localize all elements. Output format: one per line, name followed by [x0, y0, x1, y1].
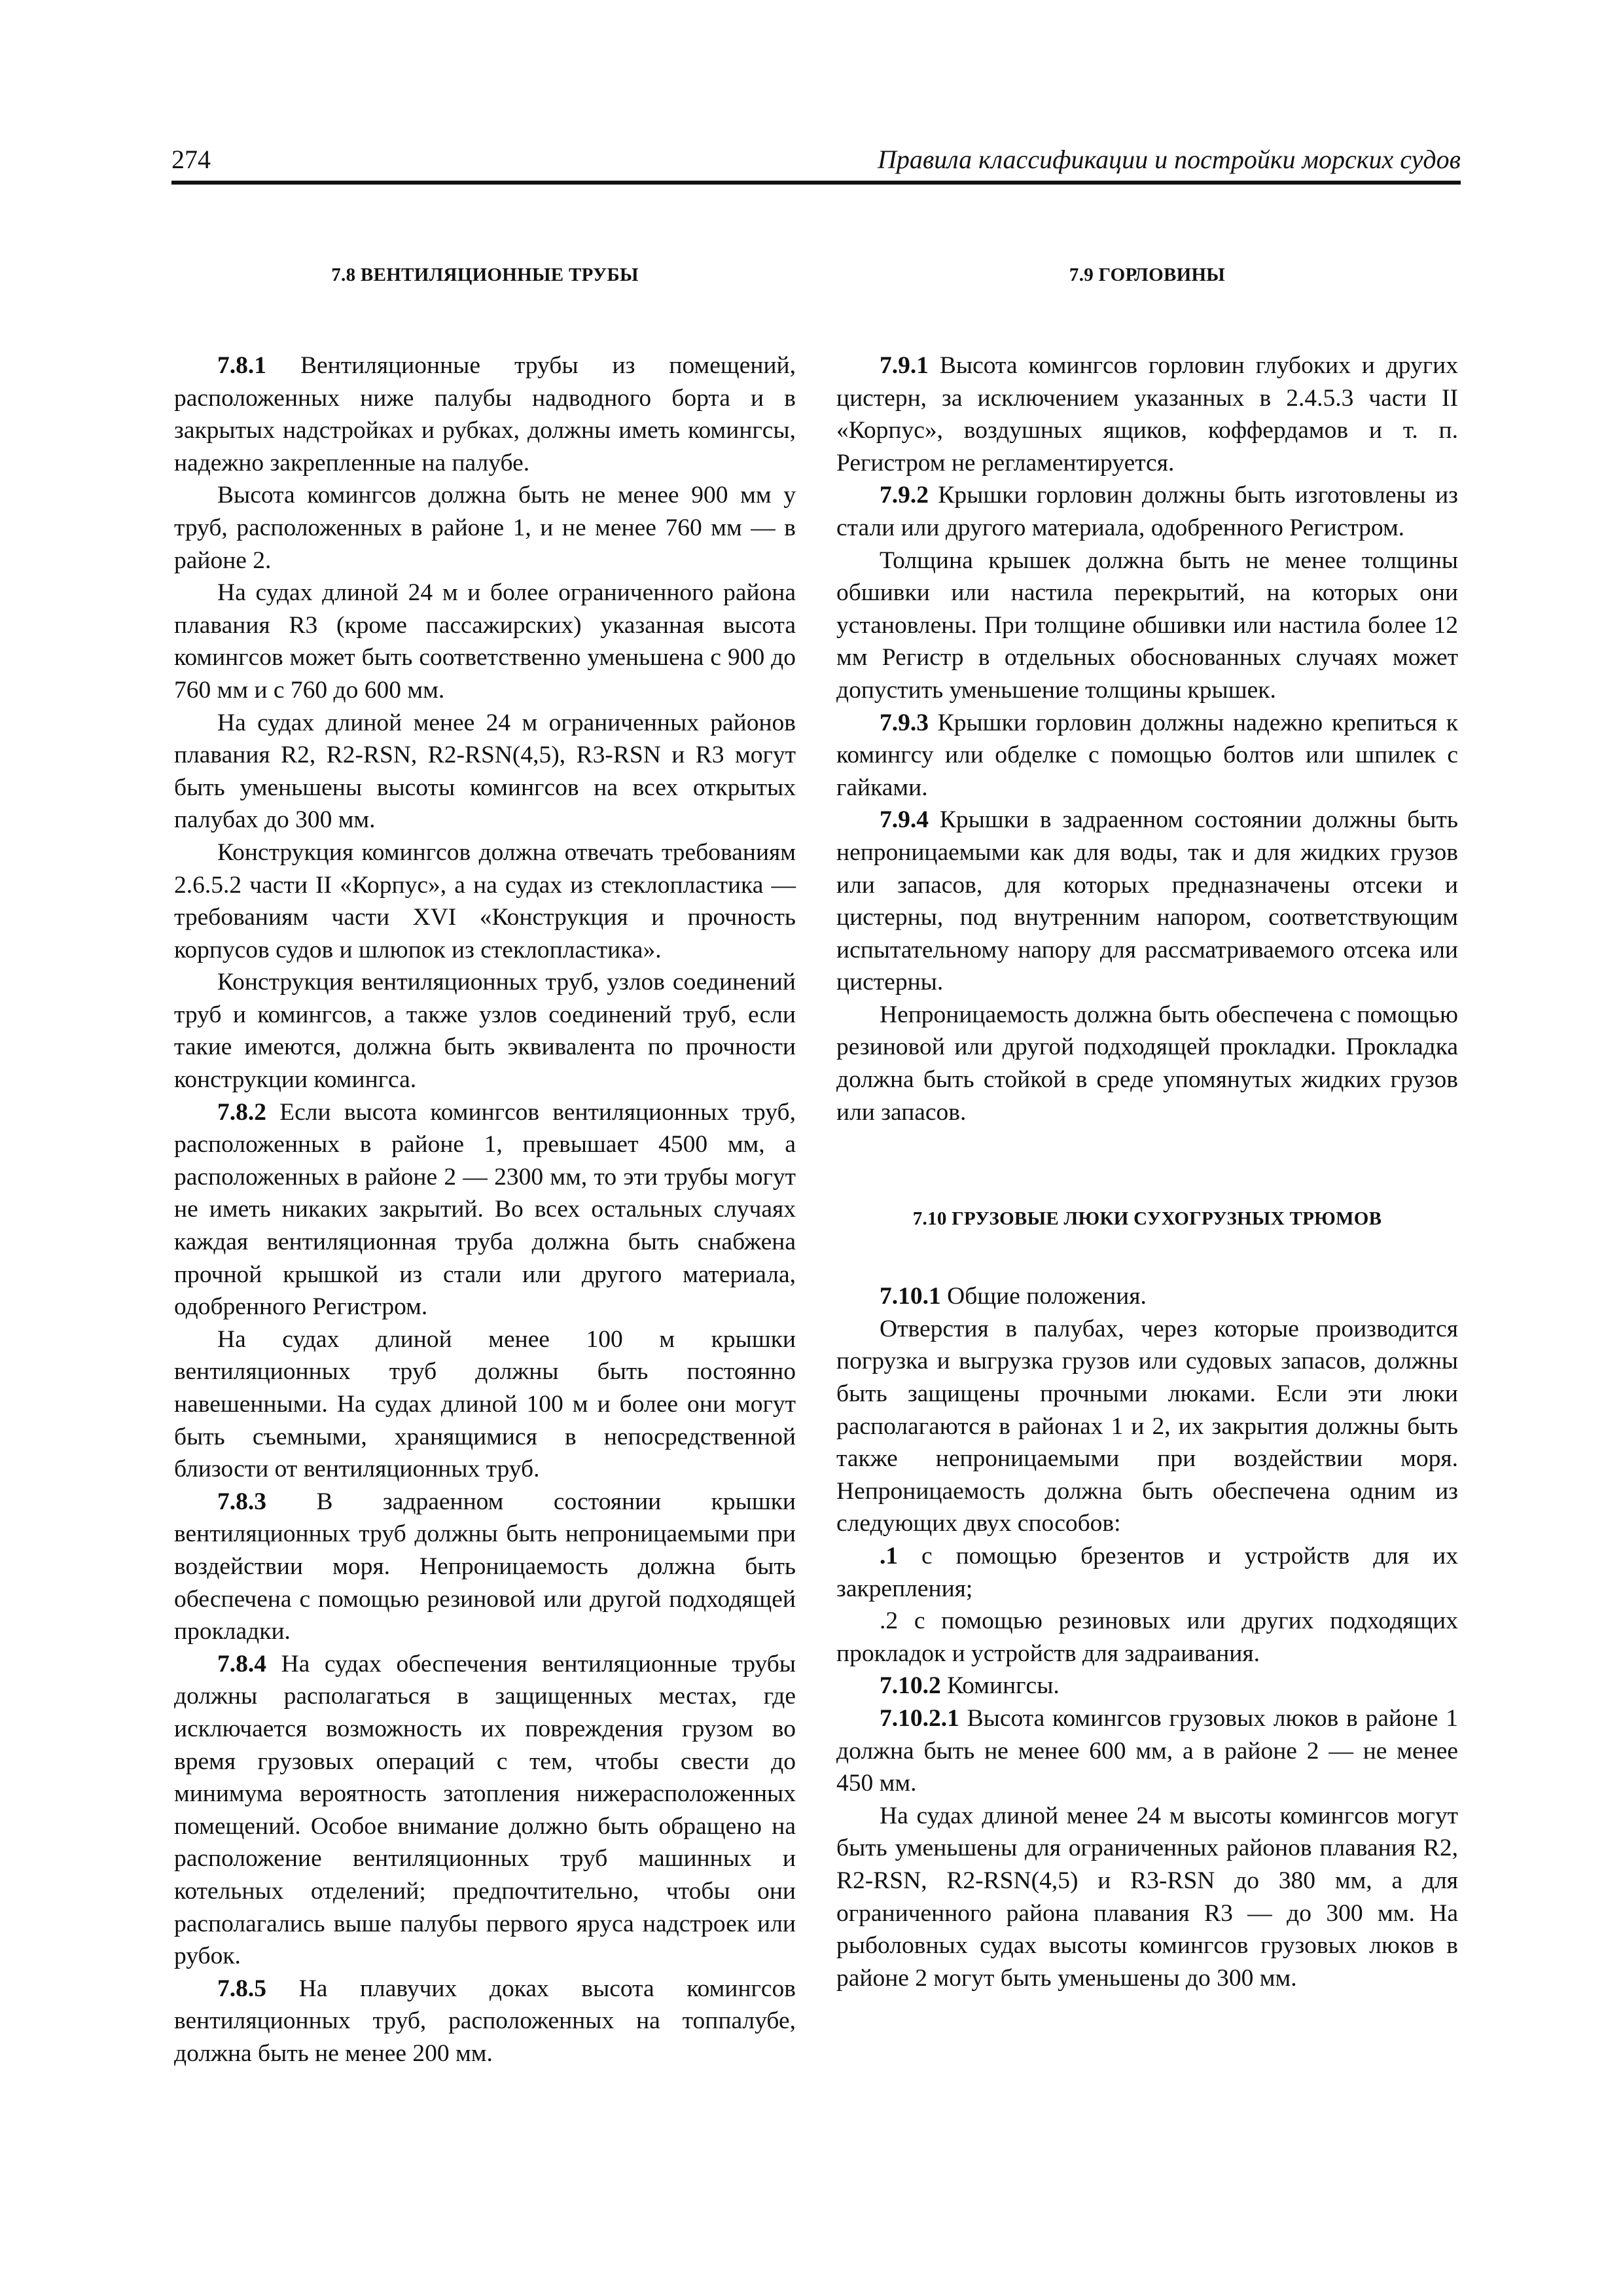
page-header — [171, 143, 1461, 182]
section-title-7-8: 7.8 ВЕНТИЛЯЦИОННЫЕ ТРУБЫ — [331, 264, 639, 285]
paragraph-text: Если высота комингсов вентиляционных труб, расположенных в районе 1, превышает 4500 мм, а расположенных в районе 2 — 2300 мм, то эти трубы могут не иметь никаких закрытий. Во всех остальных случаях каждая вентиляционная труба должна быть снабжена прочной крышкой из стали или другого материала, одобренного Регистром. — [174, 1098, 796, 1321]
paragraph-7-9-1 — [836, 350, 1458, 479]
clause-number: 7.8.1 — [217, 352, 266, 379]
paragraph-7-10-2 — [836, 1670, 1458, 1702]
paragraph: Конструкция комингсов должна отвечать требованиям 2.6.5.2 части II «Корпус», а на судах из стеклопластика — требованиям части XVI «Конструкция и прочность корпусов судов и шлюпок из стеклопластика». — [174, 838, 796, 963]
list-item-1 — [836, 1540, 1458, 1605]
paragraph-7-9-2 — [836, 479, 1458, 544]
paragraph-7-8-2 — [174, 1096, 796, 1323]
paragraph-7-8-4 — [174, 1648, 796, 1973]
clause-number: 7.8.3 — [217, 1488, 266, 1515]
paragraph-text: Общие положения. — [940, 1283, 1147, 1310]
paragraph-text: Крышки горловин должны быть изготовлены из стали или другого материала, одобренного Регистром. — [836, 482, 1458, 541]
clause-number: 7.10.1 — [880, 1283, 941, 1310]
paragraph: Непроницаемость должна быть обеспечена с помощью резиновой или другой подходящей прокладки. Прокладка должна быть стойкой в среде упомянутых жидких грузов или запасов. — [836, 1001, 1458, 1126]
paragraph: Высота комингсов должна быть не менее 900 мм у труб, расположенных в районе 1, и не менее 760 мм — в районе 2. — [174, 482, 796, 574]
section-title-7-10: 7.10 ГРУЗОВЫЕ ЛЮКИ СУХОГРУЗНЫХ ТРЮМОВ — [912, 1208, 1382, 1230]
list-marker: .1 — [880, 1543, 899, 1570]
paragraph: Конструкция вентиляционных труб, узлов соединений труб и комингсов, а также узлов соединений труб, если такие имеются, должна быть эквивалента по прочности конструкции комингса. — [174, 969, 796, 1094]
paragraph: На судах длиной менее 24 м высоты комингсов могут быть уменьшены для ограниченных районов плавания R2, R2-RSN, R2-RSN(4,5) и R3-RSN до 380 мм, а для ограниченного района плавания R3 — до 300 мм. На рыболовных судах высоты комингсов грузовых люков в районе 2 могут быть уменьшены до 300 мм. — [836, 1802, 1458, 1992]
running-title: Правила классификации и постройки морских судов — [877, 145, 1461, 174]
clause-number: 7.8.4 — [217, 1650, 266, 1677]
clause-number: 7.8.2 — [217, 1098, 266, 1126]
clause-number: 7.9.3 — [880, 709, 929, 736]
paragraph: Толщина крышек должна быть не менее толщины обшивки или настила перекрытий, на которых они установлены. При толщине обшивки или настила более 12 мм Регистр в отдельных обоснованных случаях может допустить уменьшение толщины крышек. — [836, 547, 1458, 704]
list-item-2: .2 с помощью резиновых или других подходящих прокладок и устройств для задраивания. — [836, 1607, 1458, 1667]
paragraph-text: В задраенном состоянии крышки вентиляционных труб должны быть непроницаемыми при воздействии моря. Непроницаемость должна быть обеспечена с помощью резиновой или другой подходящей прокладки. — [174, 1488, 796, 1645]
paragraph-text: На судах обеспечения вентиляционные трубы должны располагаться в защищенных местах, где исключается возможность их повреждения грузом во время грузовых операций с тем, чтобы свести до минимума вероятность затопления нижерасположенных помещений. Особое внимание должно быть обращено на расположение вентиляционных труб машинных и котельных отделений; предпочтительно, чтобы они располагались выше палубы первого яруса надстроек или рубок. — [174, 1650, 796, 1970]
paragraph: На судах длиной 24 м и более ограниченного района плавания R3 (кроме пассажирских) указанная высота комингсов может быть соответственно уменьшена с 900 до 760 мм и с 760 до 600 мм. — [174, 579, 796, 704]
paragraph-text: Комингсы. — [940, 1672, 1060, 1700]
paragraph-7-10-2-1 — [836, 1702, 1458, 1800]
paragraph-text: Высота комингсов горловин глубоких и других цистерн, за исключением указанных в 2.4.5.3 части II «Корпус», воздушных ящиков, коффердамов и т. п. Регистром не регламентируется. — [836, 352, 1458, 476]
left-column — [174, 262, 796, 2070]
section-title-7-9: 7.9 ГОРЛОВИНЫ — [1069, 264, 1226, 285]
header-rule — [171, 181, 1461, 185]
page-number: 274 — [171, 145, 211, 174]
paragraph-text: Высота комингсов грузовых люков в районе 1 должна быть не менее 600 мм, а в районе 2 — не менее 450 мм. — [836, 1704, 1458, 1797]
clause-number: 7.10.2.1 — [880, 1704, 959, 1732]
clause-number: 7.9.1 — [880, 352, 929, 379]
paragraph-7-10-1 — [836, 1280, 1458, 1313]
clause-number: 7.8.5 — [217, 1975, 266, 2002]
paragraph-7-9-4 — [836, 804, 1458, 999]
paragraph-text: Крышки в задраенном состоянии должны быть непроницаемыми как для воды, так и для жидких грузов или запасов, для которых предназначены отсеки и цистерны, под внутренним напором, соответствующим испытательному напору для рассматриваемого отсека или цистерны. — [836, 806, 1458, 996]
paragraph-7-8-3 — [174, 1486, 796, 1648]
right-column — [836, 262, 1458, 1994]
paragraph: На судах длиной менее 100 м крышки вентиляционных труб должны быть постоянно навешенными. На судах длиной 100 м и более они могут быть съемными, хранящимися в непосредственной близости от вентиляционных труб. — [174, 1325, 796, 1483]
clause-number: 7.9.2 — [880, 482, 929, 509]
paragraph-text: Крышки горловин должны надежно крепиться к комингсу или обделке с помощью болтов или шпилек с гайками. — [836, 709, 1458, 801]
paragraph-text: с помощью брезентов и устройств для их закрепления; — [836, 1543, 1458, 1602]
clause-number: 7.10.2 — [880, 1672, 941, 1700]
paragraph: Отверстия в палубах, через которые производится погрузка и выгрузка грузов или судовых запасов, должны быть защищены прочными люками. Если эти люки располагаются в районах 1 и 2, их закрытия должны быть также непроницаемыми при воздействии моря. Непроницаемость должна быть обеспечена одним из следующих двух способов: — [836, 1315, 1458, 1537]
paragraph-7-9-3 — [836, 707, 1458, 804]
clause-number: 7.9.4 — [880, 806, 929, 834]
paragraph-7-8-5 — [174, 1973, 796, 2070]
paragraph: На судах длиной менее 24 м ограниченных районов плавания R2, R2-RSN, R2-RSN(4,5), R3-RSN и R3 могут быть уменьшены высоты комингсов на всех открытых палубах до 300 мм. — [174, 709, 796, 834]
paragraph-text: Вентиляционные трубы из помещений, расположенных ниже палубы надводного борта и в закрытых надстройках и рубках, должны иметь комингсы, надежно закрепленные на палубе. — [174, 352, 796, 476]
paragraph-text: На плавучих доках высота комингсов вентиляционных труб, расположенных на топпалубе, должна быть не менее 200 мм. — [174, 1975, 796, 2067]
paragraph-7-8-1 — [174, 350, 796, 479]
